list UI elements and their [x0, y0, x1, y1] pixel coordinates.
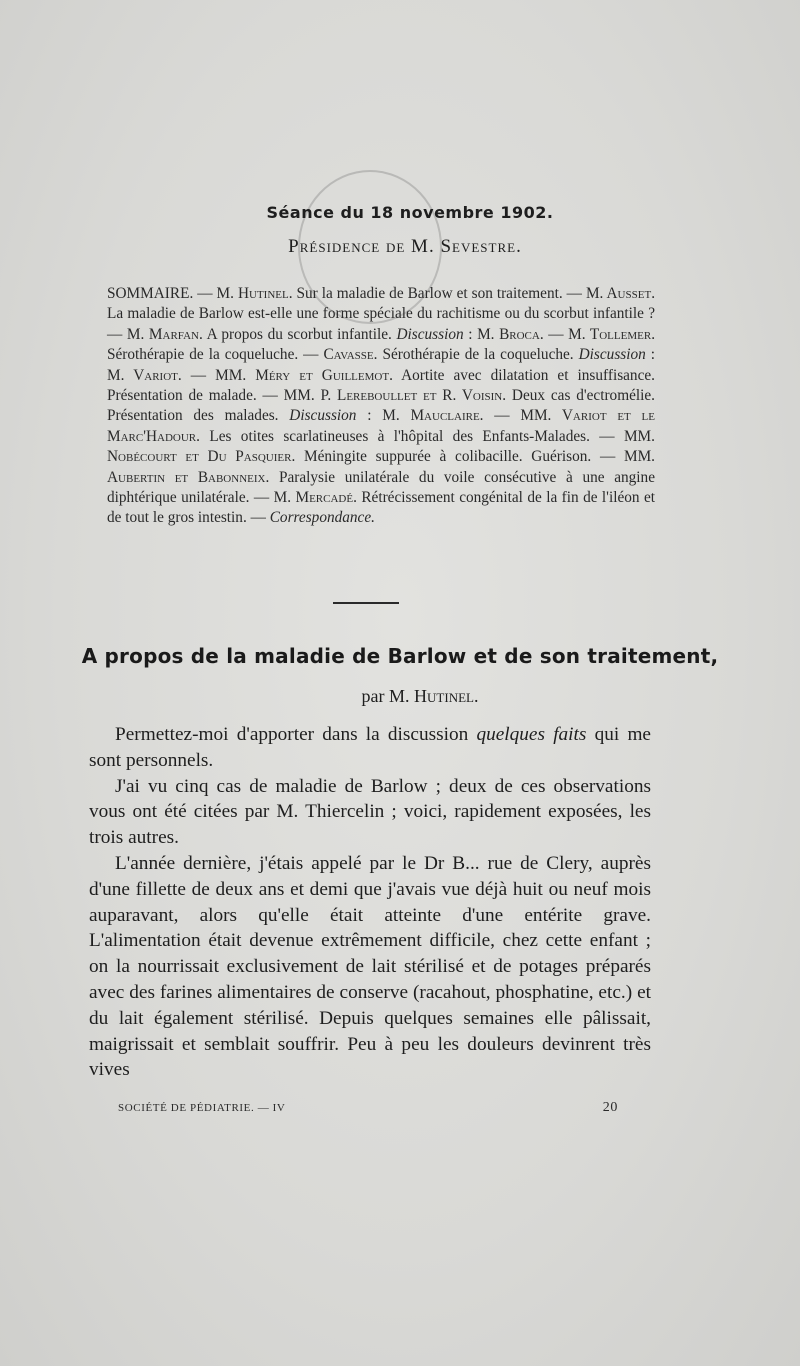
- section-divider: [333, 602, 399, 604]
- summary-author: MM. Nobécourt et Du Pasquier: [107, 427, 655, 466]
- summary-author: MM. Variot et le Marc'Hadour: [107, 407, 655, 445]
- summary-author: MM. Aubertin et Babonneix: [107, 448, 655, 486]
- article-byline: [0, 686, 800, 707]
- paragraph: [89, 722, 651, 774]
- summary-text: Méningite suppurée à colibacille. Guérison.: [304, 448, 592, 466]
- paragraph-text: Permettez-moi d'apporter dans la discussion: [115, 724, 477, 745]
- summary-discussion-names: M. Variot.: [107, 366, 182, 384]
- summary-discussion-names: M. Mauclaire.: [382, 407, 484, 425]
- summary-text: Sérothérapie de la coqueluche.: [382, 346, 574, 364]
- summary-text: Paralysie unilatérale du voile consécutive à une angine diphtérique unilatérale.: [107, 468, 655, 507]
- footer-journal: SOCIÉTÉ DE PÉDIATRIE. — IV: [118, 1102, 286, 1114]
- paragraph-text: qui me sont personnels.: [89, 724, 651, 771]
- summary-author: Cavasse: [323, 346, 374, 364]
- summary-discussion-label: Discussion: [396, 325, 464, 343]
- summary-text: Deux cas d'ectromélie. Présentation des malades.: [107, 387, 656, 425]
- article-title: A propos de la maladie de Barlow et de son traitement,: [81, 644, 719, 668]
- summary-text: Rétrécissement congénital de la fin de l'iléon et de tout le gros intestin.: [107, 489, 655, 527]
- summary-author: M. Hutinel: [216, 285, 289, 302]
- summary-block: SOMMAIRE. — M. Hutinel. Sur la maladie de Barlow et son traitement. — M. Ausset. La maladie de Barlow est-elle une forme spéciale du rachitisme ou du scorbut infantile ? — M. Marfan. A propos du scorbut infantile. Discussion : M. Broca. — M. Tollemer. Sérothérapie de la coqueluche. — Cavasse. Sérothérapie de la coqueluche. Discussion : M. Variot. — MM. Méry et Guillemot. Aortite avec dilatation et insuffisance. Présentation de malade. — MM. P. Lereboullet et R. Voisin. Deux cas d'ectromélie. Présentation des malades. Discussion : M. Mauclaire. — MM. Variot et le Marc'Hadour. Les otites scarlatineuses à l'hôpital des Enfants-Malades. — MM. Nobécourt et Du Pasquier. Méningite suppurée à colibacille. Guérison. — MM. Aubertin et Babonneix. Paralysie unilatérale du voile consécutive à une angine diphtérique unilatérale. — M. Mercadé. Rétrécissement congénital de la fin de l'iléon et de tout le gros intestin. — Correspondance.: [107, 285, 656, 527]
- summary-discussion-label: Discussion: [289, 407, 357, 425]
- article-body: [89, 722, 651, 1083]
- summary-author: M. Mercadé: [273, 489, 354, 507]
- paragraph-text: L'année dernière, j'étais appelé par le Dr B... rue de Clery, auprès d'une fillette de deux ans et demi que j'avais vue déjà huit ou neuf mois auparavant, alors qu'elle était atteinte d'une entérite grave. L'alimentation était devenue extrêmement difficile, chez cette enfant ; on la nourrissait exclusivement de lait stérilisé et de potages préparés avec des farines alimentaires de conserve (racahout, phosphatine, etc.) et du lait également stérilisé. Depuis quelques semaines elle pâlissait, maigrissait et semblait souffrir. Peu à peu les douleurs devinrent très vives: [89, 852, 651, 1081]
- summary-text: Sur la maladie de Barlow et son traitement.: [296, 285, 563, 302]
- summary-text: A propos du scorbut infantile.: [206, 325, 392, 343]
- summary-author: M. Marfan: [126, 325, 199, 343]
- paragraph: [89, 851, 651, 1083]
- summary-label: SOMMAIRE.: [107, 285, 194, 302]
- summary-text: Aortite avec dilatation et insuffisance. Présentation de malade.: [107, 366, 655, 405]
- summary-author: MM. P. Lereboullet et R. Voisin: [283, 387, 503, 405]
- summary-discussion-names: M. Broca.: [477, 325, 544, 343]
- paragraph-text: J'ai vu cinq cas de maladie de Barlow ; deux de ces observations vous ont été citées par M. Thiercelin ; voici, rapidement exposées, les trois autres.: [89, 775, 651, 849]
- summary-text: La maladie de Barlow est-elle une forme spéciale du rachitisme ou du scorbut infantile ?: [107, 305, 655, 323]
- byline-author: Hutinel.: [414, 686, 479, 706]
- paragraph: [89, 774, 651, 851]
- summary-author: M. Tollemer: [568, 325, 652, 343]
- summary-text: Sérothérapie de la coqueluche.: [107, 346, 299, 364]
- session-date: Séance du 18 novembre 1902.: [266, 203, 554, 222]
- session-header: [0, 203, 800, 258]
- byline-prefix: par M.: [361, 686, 410, 706]
- session-presidency: Présidence de M. Sevestre.: [288, 236, 522, 257]
- summary-discussion-label: Discussion: [578, 346, 646, 364]
- summary-text: Les otites scarlatineuses à l'hôpital des Enfants-Malades.: [209, 427, 590, 445]
- summary-author: M. Ausset: [585, 285, 652, 302]
- summary-correspondance: Correspondance.: [269, 509, 375, 527]
- summary-author: MM. Méry et Guillemot: [215, 366, 390, 384]
- footer-signature-number: 20: [602, 1100, 618, 1115]
- paragraph-italic: quelques faits: [476, 724, 587, 745]
